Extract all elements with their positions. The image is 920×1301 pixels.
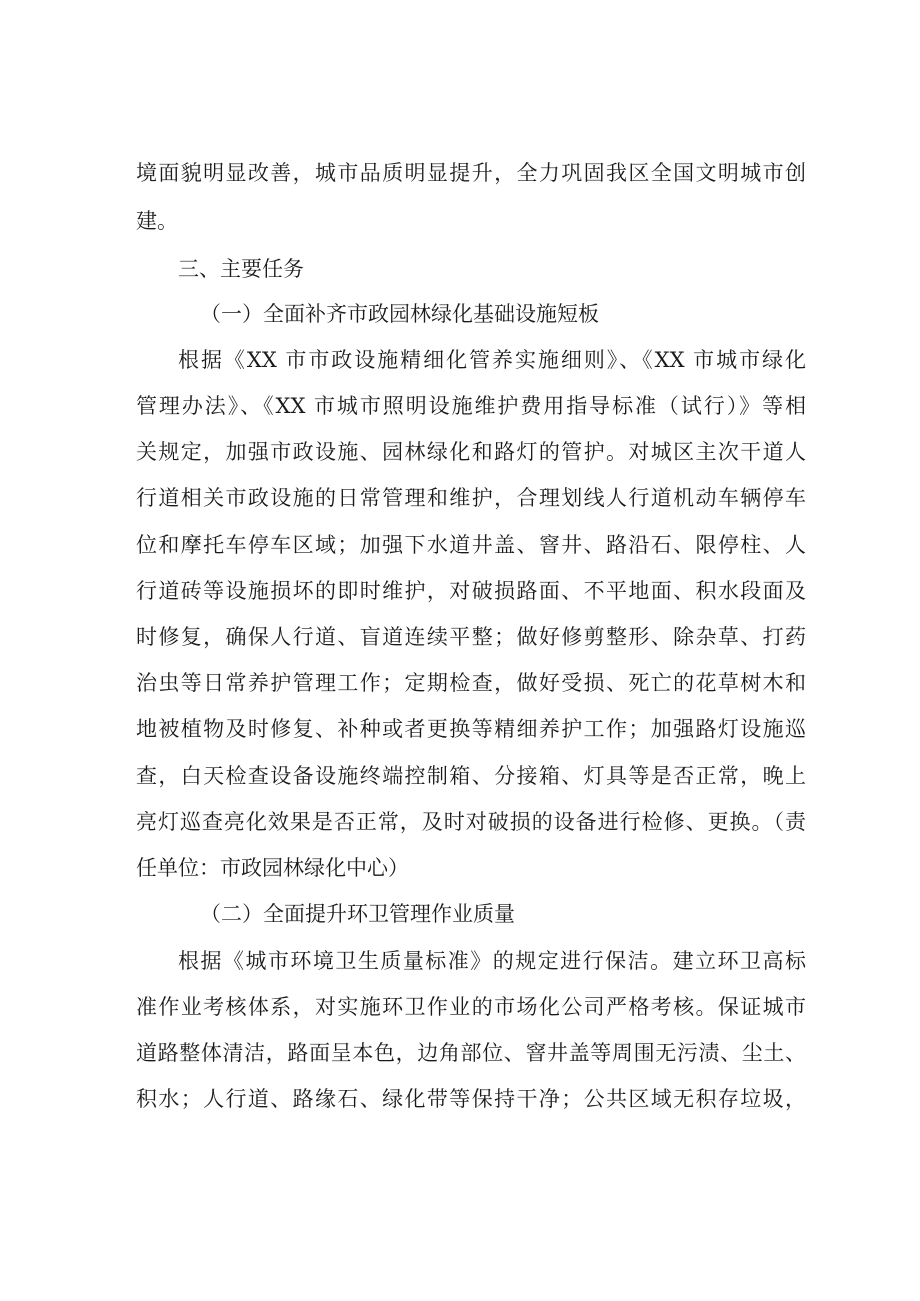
body-line: 亮灯巡查亮化效果是否正常，及时对破损的设备进行检修、更换。（责 — [136, 810, 806, 834]
subsection-heading: （一）全面补齐市政园林绿化基础设施短板 — [200, 302, 599, 326]
body-line: 建。 — [136, 209, 178, 233]
body-line: 地被植物及时修复、补种或者更换等精细养护工作；加强路灯设施巡 — [136, 717, 806, 741]
paragraph-first-line: 根据《XX 市市政设施精细化管养实施细则》、《XX 市城市绿化 — [178, 348, 806, 372]
body-line: 任单位：市政园林绿化中心） — [136, 856, 409, 880]
body-line: 道路整体清洁，路面呈本色，边角部位、窨井盖等周围无污渍、尘土、 — [136, 1041, 806, 1065]
body-line: 查，白天检查设备设施终端控制箱、分接箱、灯具等是否正常，晚上 — [136, 764, 806, 788]
body-line: 关规定，加强市政设施、园林绿化和路灯的管护。对城区主次干道人 — [136, 440, 806, 464]
subsection-heading: （二）全面提升环卫管理作业质量 — [200, 902, 515, 926]
body-line: 时修复，确保人行道、盲道连续平整；做好修剪整形、除杂草、打药 — [136, 625, 806, 649]
body-line: 行道砖等设施损坏的即时维护，对破损路面、不平地面、积水段面及 — [136, 579, 806, 603]
body-line: 治虫等日常养护管理工作；定期检查，做好受损、死亡的花草树木和 — [136, 671, 806, 695]
paragraph-first-line: 根据《城市环境卫生质量标准》的规定进行保洁。建立环卫高标 — [178, 949, 806, 973]
body-line: 准作业考核体系，对实施环卫作业的市场化公司严格考核。保证城市 — [136, 995, 806, 1019]
body-line: 行道相关市政设施的日常管理和维护，合理划线人行道机动车辆停车 — [136, 486, 806, 510]
body-line: 位和摩托车停车区域；加强下水道井盖、窨井、路沿石、限停柱、人 — [136, 533, 806, 557]
section-heading: 三、主要任务 — [178, 257, 304, 281]
body-line: 管理办法》、《XX 市城市照明设施维护费用指导标准（试行）》等相 — [136, 394, 806, 418]
body-line: 积水；人行道、路缘石、绿化带等保持干净；公共区域无积存垃圾， — [136, 1087, 806, 1111]
body-line: 境面貌明显改善，城市品质明显提升，全力巩固我区全国文明城市创 — [136, 161, 806, 185]
